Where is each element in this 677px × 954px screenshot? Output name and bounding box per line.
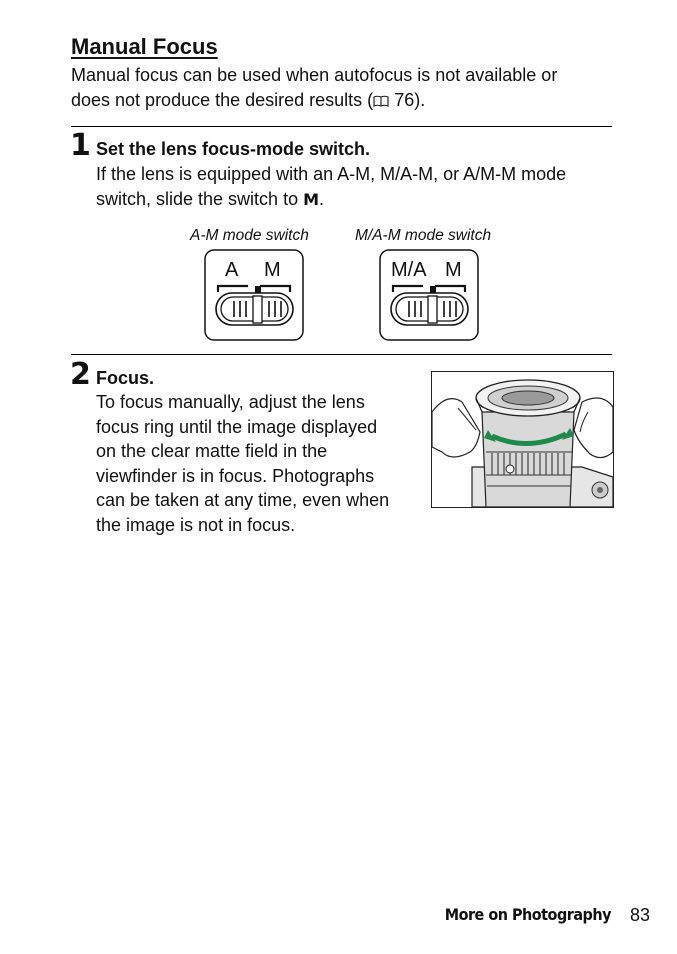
step-body-line: [96, 187, 626, 213]
step-body-line: the image is not in focus.: [96, 514, 296, 535]
footer-section-title: More on Photography: [444, 905, 611, 924]
intro-line-1: Manual focus can be used when autofocus is not available or: [71, 65, 558, 85]
switch-label-ma: M/A: [391, 259, 427, 281]
caption-am: A-M mode switch: [190, 227, 309, 244]
step-body-line: can be taken at any time, even when: [96, 490, 390, 510]
step-body-text-end: .: [319, 188, 325, 209]
am-switch-illustration: [204, 249, 304, 341]
page-reference-link[interactable]: 76: [394, 90, 415, 110]
step-heading: Focus.: [96, 368, 155, 388]
step-body-text: switch, slide the switch to: [96, 188, 304, 209]
switch-label-m: M: [264, 259, 281, 281]
step-number: 2: [70, 357, 91, 392]
mode-letter: M: [303, 189, 320, 209]
intro-text-end: ).: [414, 90, 426, 110]
step-body-line: To focus manually, adjust the lens: [96, 392, 365, 412]
step-body-line: viewfinder is in focus. Photographs: [96, 465, 375, 486]
intro-text: does not produce the desired results (: [71, 90, 374, 110]
page-title: Manual Focus: [71, 34, 218, 59]
divider: [71, 354, 612, 355]
step-heading: Set the lens focus-mode switch.: [96, 139, 371, 159]
mam-switch-illustration: [379, 249, 479, 341]
switch-label-a: A: [225, 259, 239, 281]
step-body-line: on the clear matte field in the: [96, 441, 328, 461]
am-switch-graphic: [204, 249, 304, 341]
step-body: [96, 162, 626, 212]
intro-line-2: [71, 88, 631, 113]
lens-photo-graphic: [432, 372, 613, 507]
caption-mam: M/A-M mode switch: [355, 227, 492, 244]
switch-label-m: M: [445, 259, 462, 281]
book-icon: [373, 95, 389, 107]
page-number: 83: [629, 905, 650, 925]
intro-paragraph: [71, 63, 631, 113]
step-body-line: focus ring until the image displayed: [96, 416, 378, 437]
step-number: 1: [70, 128, 91, 163]
step-body: [96, 390, 416, 537]
step-body-line: If the lens is equipped with an A-M, M/A-M, or A/M-M mode: [96, 164, 567, 184]
divider: [71, 126, 612, 127]
lens-focus-ring-photo: [431, 371, 614, 508]
